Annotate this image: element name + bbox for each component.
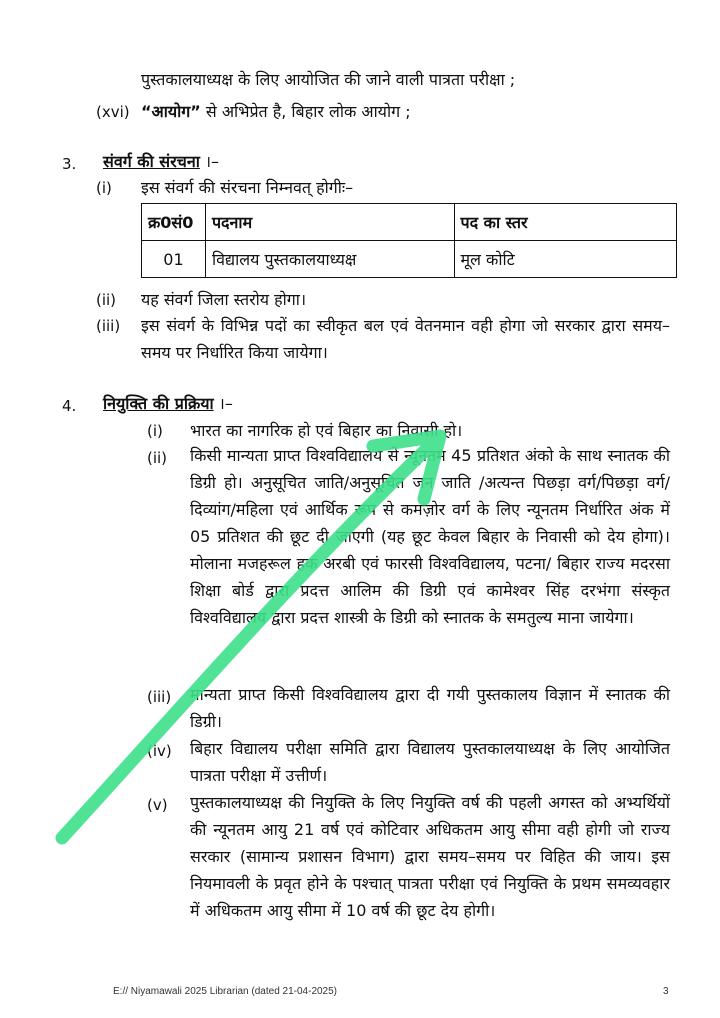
- table-row: [142, 241, 677, 278]
- continuation-line: पुस्तकालयाध्यक्ष के लिए आयोजित की जाने वाली पात्रता परीक्षा ;: [141, 70, 516, 89]
- table-cell-post-level: मूल कोटि: [454, 241, 676, 278]
- section-4-item-iii-number: (iii): [147, 688, 172, 706]
- table-cell-post-name: विद्यालय पुस्तकालयाध्यक्ष: [205, 241, 454, 278]
- footer-file-path: E:// Niyamawali 2025 Librarian (dated 21-04-2025): [113, 986, 338, 997]
- section-4-heading: [103, 393, 233, 415]
- table-header-row: [142, 204, 677, 241]
- section-3-ii-number: (ii): [96, 291, 117, 309]
- table-header-serial: क्र0सं0: [142, 204, 206, 241]
- section-3-title-suffix: ।–: [204, 152, 220, 171]
- section-4-number: 4.: [62, 397, 77, 415]
- section-3-iii-text: इस संवर्ग के विभिन्न पदों का स्वीकृत बल एवं वेतनमान वही होगा जो सरकार द्वारा समय–समय पर निर्धारित किया जायेगा।: [141, 316, 670, 362]
- section-3-title: संवर्ग की संरचना: [103, 152, 200, 171]
- section-4-item-iii-text: मान्यता प्राप्त किसी विश्वविद्यालय द्वारा दी गयी पुस्तकालय विज्ञान में स्नातक की डिग्री।: [190, 685, 670, 731]
- section-3-i-text: इस संवर्ग की संरचना निम्नवत् होगीः–: [141, 178, 354, 197]
- section-4-item-i-number: (i): [147, 422, 163, 440]
- section-3-iii-number: (iii): [96, 317, 121, 335]
- table-cell-serial: 01: [142, 241, 206, 278]
- section-4-item-ii-number: (ii): [147, 449, 168, 467]
- section-3-ii-text: यह संवर्ग जिला स्तरोय होगा।: [141, 290, 307, 309]
- section-4-title-suffix: ।–: [218, 394, 233, 413]
- section-4-item-ii-text: किसी मान्यता प्राप्त विश्वविद्यालय से न्यूनतम 45 प्रतिशत अंको के साथ स्नातक की डिग्री हो। अनुसूचित जाति/अनुसूचित जन जाति /अत्यन्त पिछड़ा वर्ग/पिछड़ा वर्ग/दिव्यांग/महिला एवं आर्थिक रूप से कमज़ोर वर्ग के लिए न्यूनतम निर्धारित अंक में 05 प्रतिशत की छूट दी जाएगी (यह छूट केवल बिहार के निवासी को देय होगा)। मोलाना मजहरूल हक अरबी एवं फारसी विश्वविद्यालय, पटना/ बिहार राज्य मदरसा शिक्षा बोर्ड द्वारा प्रदत्त आलिम की डिग्री एवं कामेश्वर सिंह दरभंगा संस्कृत विश्वविद्यालय द्वारा प्रदत्त शास्त्री के डिग्री को स्नातक के समतुल्य माना जायेगा।: [190, 446, 670, 627]
- clause-xvi-number: (xvi): [96, 103, 130, 121]
- section-4-item-v-number: (v): [147, 796, 168, 814]
- clause-xvi-text: से अभिप्रेत है, बिहार लोक आयोग ;: [205, 102, 411, 121]
- cadre-table: [141, 203, 677, 278]
- section-3-i-number: (i): [96, 179, 112, 197]
- section-3-heading: [103, 151, 219, 173]
- section-4-item-iv-text: बिहार विद्यालय परीक्षा समिति द्वारा विद्यालय पुस्तकालयाध्यक्ष के लिए आयोजित पात्रता परीक्षा में उत्तीर्ण।: [190, 739, 670, 785]
- clause-xvi-term: “आयोग”: [141, 102, 201, 121]
- section-4-title: नियुक्ति की प्रक्रिया: [103, 394, 214, 413]
- section-4-item-i-text: भारत का नागरिक हो एवं बिहार का निवासी हो।: [190, 421, 463, 440]
- table-header-post-level: पद का स्तर: [454, 204, 676, 241]
- section-4-item-iv-number: (iv): [147, 742, 172, 760]
- footer-page-number: 3: [663, 986, 669, 997]
- clause-xvi: [141, 101, 411, 123]
- table-header-post-name: पदनाम: [205, 204, 454, 241]
- section-4-item-v-text: पुस्तकालयाध्यक्ष की नियुक्ति के लिए नियुक्ति वर्ष की पहली अगस्त को अभ्यर्थियों की न्यूनतम आयु 21 वर्ष एवं कोटिवार अधिकतम आयु सीमा वही होगी जो राज्य सरकार (सामान्य प्रशासन विभाग) द्वारा समय–समय पर विहित की जाय। इस नियमावली के प्रवृत होने के पश्चात् पात्रता परीक्षा एवं नियुक्ति के प्रथम समव्यवहार में अधिकतम आयु सीमा में 10 वर्ष की छूट देय होगी।: [190, 793, 670, 920]
- section-3-number: 3.: [62, 155, 77, 173]
